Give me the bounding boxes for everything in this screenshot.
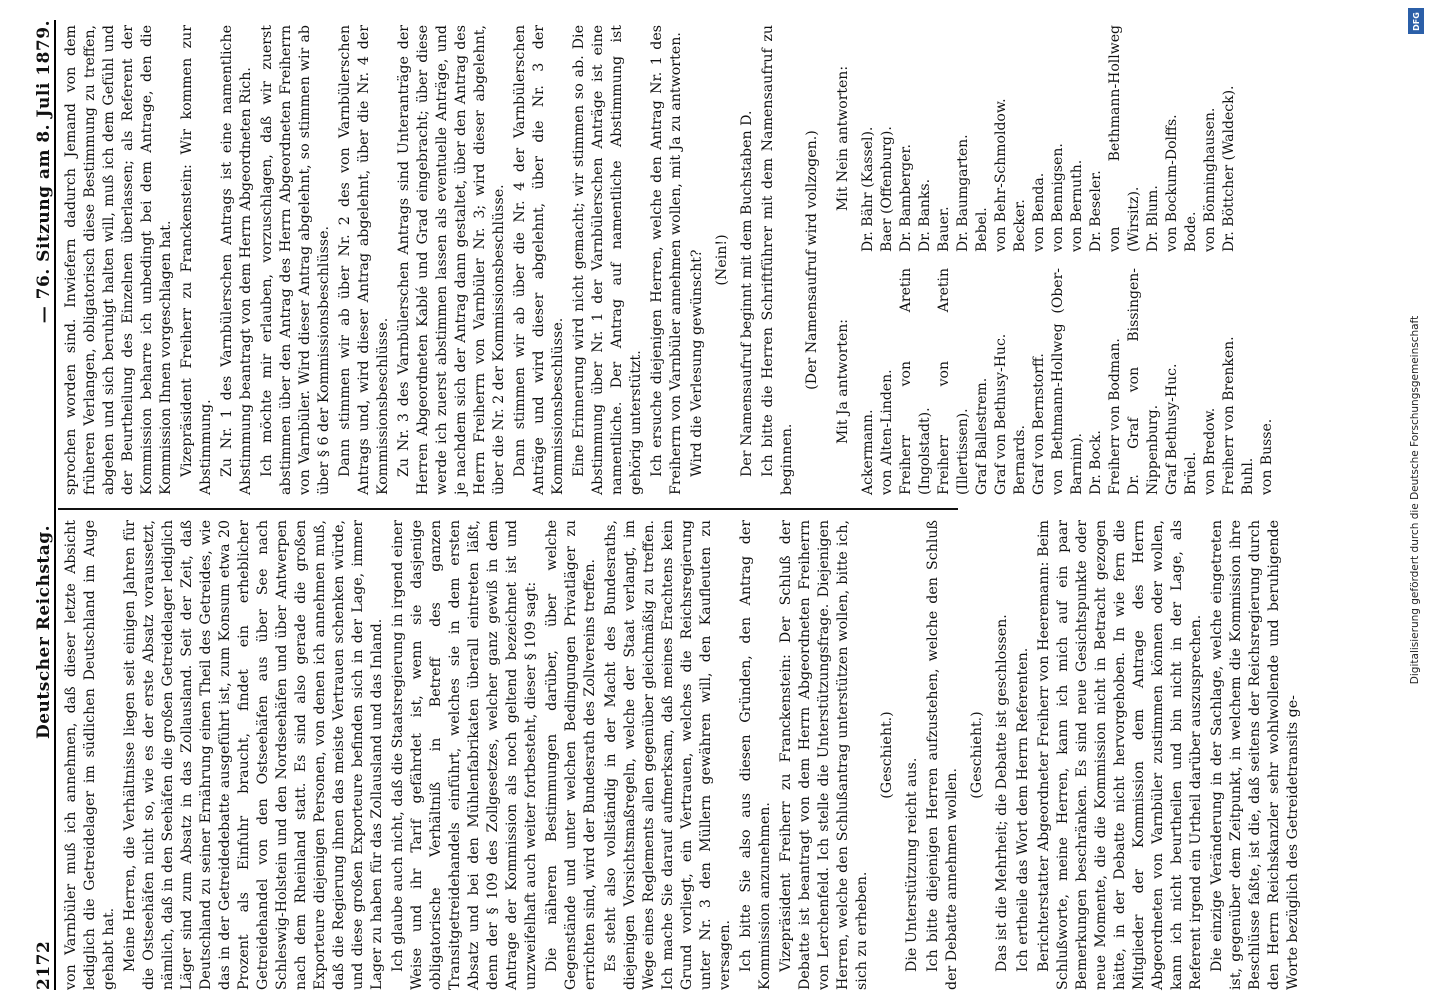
paragraph: Vizepräsident Freiherr zu Franckenstein: Wir kommen zur Abstimmung. [179,25,214,495]
name-entry: von Busse. [1259,418,1275,495]
name-entry: Bode. [1183,211,1199,252]
name-entry: Freiherr von Bodman. [1107,338,1123,495]
page-number: 2172 [34,940,54,990]
name-entry: Ackermann. [860,409,876,495]
paragraph: Ich bitte die Herren Schriftführer mit dem Namensaufruf zu beginnen. [760,25,795,495]
paragraph: Ich möchte mir erlauben, vorzuschlagen, daß wir zuerst abstimmen über den Antrag des Herrn Abgeordneten Freiherrn von Varnbüler. Wird dieser Antrag abgelehnt, so stimmen wir ab über § 6 der Kommissionsbeschlüsse. [259,25,332,495]
stage-direction: (Nein!) [714,234,730,286]
name-entry: Dr. Bamberger. [898,144,914,252]
name-entry: Freiherr von Brenken. [1221,336,1237,495]
name-entry: Dr. Banks. [917,178,933,252]
name-entry: Graf von Bernstorff. [1031,353,1047,495]
session-info: — 76. Sitzung am 8. Juli 1879. [34,20,54,324]
paragraph: Berichterstatter Abgeordneter Freiherr von Heeremann: Beim Schlußworte, meine Herren, kann ich mich auf ein paar Bemerkungen beschränken. Es sind neue Gesichtspunkte oder neue Momente, die die Kommission nicht in Betracht gezogen hätte, in der Debatte nicht hervorgehoben. In wie fern die Mitglieder der Kommission dem Antrage des Herrn Abgeordneten von Varnbüler zustimmen können oder wollen, kann ich nicht beurtheilen und bin nicht in der Lage, als Referent irgend ein Urtheil darüber auszusprechen. [1036,520,1204,990]
name-entry: von Bethmann-Hollweg (Ober-Barnim). [1050,268,1085,495]
name-entry: Dr. Böttcher (Waldeck). [1221,85,1237,252]
column-divider [58,508,958,510]
stage-direction: (Der Namensaufruf wird vollzogen.) [804,130,820,390]
vote-yes-label: Mit Ja antworten: [835,318,851,445]
name-entry: Dr. Bock. [1088,430,1104,495]
paragraph: sprochen worden sind. Inwiefern dadurch Jemand von dem früheren Verlangen, obligatorisch diese Bestimmung zu treffen, abgehen und sich beruhigt halten will, muß ich dem Gefühl und der Beurtheilung des Einzelnen überlassen; als Referent der Kommission beharre ich unbedingt bei dem Antrage, den die Kommission Ihnen vorgeschlagen hat. [63,25,174,495]
name-entry: Bernards. [1012,425,1028,495]
paragraph: Ich ersuche diejenigen Herren, welche den Antrag Nr. 1 des Freiherrn von Varnbüler annehmen wollen, mit Ja zu antworten. [649,25,684,495]
name-entry: Dr. Blum. [1145,185,1161,252]
name-entry: Bauer. [936,206,952,252]
paragraph: Ich bitte diejenigen Herren aufzustehen, welche den Schluß der Debatte annehmen wollen. [925,520,960,990]
paragraph: Wird die Verlesung gewünscht? [689,249,705,477]
name-entry: Dr. Baumgarten. [955,134,971,252]
name-entry: Freiherr von Aretin (Illertissen). [936,268,971,495]
paragraph: Dann stimmen wir ab über die Nr. 4 der Varnbülerschen Anträge und wird dieser abgelehnt, über die Nr. 3 der Kommissionsbeschlüsse. [512,25,566,495]
dfg-logo [1408,8,1424,34]
paragraph: Zu Nr. 3 des Varnbülerschen Antrags sind Unteranträge der Herren Abgeordneten Kablé und Grad eingebracht; über diese werde ich zuerst abstimmen lassen als eventuelle Anträge, und je nachdem sich der Antrag dann gestaltet, über den Antrag des Herrn Freiherrn von Varnbüler Nr. 3; wird dieser abgelehnt, über die Nr. 2 der Kommissionsbeschlüsse. [396,25,507,495]
name-entry: von Benda. [1031,172,1047,252]
paragraph: Es steht also vollständig in der Macht des Bundesraths, diejenigen Vorsichtsmaßregeln, welche der Staat verlangt, im Wege eines Reglements allen gegenüber gleichmäßig zu treffen. Ich mache Sie darauf aufmerksam, daß meines Erachtens kein Grund vorliegt, ein Vertrauen, welches die Reichsregierung unter Nr. 3 den Müllern gewähren will, den Kaufleuten zu versagen. [603,520,733,990]
vote-no-label: Mit Nein antworten: [835,65,851,212]
page-header [18,20,56,990]
stage-direction: (Geschieht.) [969,711,985,799]
paragraph: Dann stimmen wir ab über Nr. 2 des von Varnbülerschen Antrags und, wird dieser Antrag abgelehnt, über die Nr. 4 der Kommissionsbeschlüsse. [337,25,391,495]
vote-no-column [828,25,1277,252]
text-column-right [62,25,1277,495]
name-entry: von Behr-Schmoldow. [993,98,1009,252]
name-entry: von Bockum-Dolffs. [1164,114,1180,252]
text-column-left [62,520,1305,990]
paragraph: Der Namensaufruf beginnt mit dem Buchstaben D. [739,110,755,477]
roll-call-lists [828,25,1277,495]
paragraph: Ich glaube auch nicht, daß die Staatsregierung in irgend einer Weise und ihr Tarif gefährdet ist, wenn sie dasjenige obligatorische Verhältniß in Betreff des ganzen Transitgetreidehandels einführt, welches sie in dem ersten Absatz und bei den Mühlenfabrikaten überall eintreten läßt, denn der § 109 des Zollgesetzes, welcher ganz gewiß in dem Antrage der Kommission als noch geltend bezeichnet ist und unzweifelhaft auch weiter fortbesteht, dieser § 109 sagt: [390,520,539,990]
paragraph: Vizepräsident Freiherr zu Franckenstein: Der Schluß der Debatte ist beantragt von dem Herrn Abgeordneten Freiherrn von Lerchenfeld. Ich stelle die Unterstützungsfrage. Diejenigen Herren, welche den Schlußantrag unterstützen wollen, bitte ich, sich zu erheben. [778,520,870,990]
paragraph: Ich bitte Sie also aus diesen Gründen, den Antrag der Kommission anzunehmen. [738,520,773,990]
name-entry: Bebel. [974,207,990,252]
name-entry: Brüel. [1183,451,1199,495]
name-entry: Baer (Offenburg). [879,126,895,252]
name-entry: von Bernuth. [1069,159,1085,252]
dfg-logo-text: DFG [1411,11,1421,31]
page-title: Deutscher Reichstag. [34,524,54,740]
name-entry: Dr. Bähr (Kassel). [860,126,876,252]
quotation: Die näheren Bestimmungen darüber, über welche Gegenstände und unter welchen Bedingungen Privatläger zu errichten sind, wird der Bundesrath des Zollvereins treffen. [544,520,598,990]
name-entry: von Bethmann-Hollweg (Wirsitz). [1107,25,1142,252]
digitization-note-text: Digitalisierung gefördert durch die Deutsche Forschungsgemeinschaft [1409,315,1422,685]
name-entry: von Alten-Linden. [879,369,895,495]
vote-yes-column [828,268,1277,495]
name-entry: Dr. Graf von Bissingen-Nippenburg. [1126,268,1161,495]
name-entry: Becker. [1012,199,1028,252]
name-entry: Graf Bethusy-Huc. [1164,363,1180,495]
paragraph: Meine Herren, die Verhältnisse liegen seit einigen Jahren für die Ostseehäfen nicht so, wie es der erste Absatz voraussetzt, nämlich, daß in den Seehäfen die großen Getreidelager lediglich Läger sind zum Absatz in das Zollausland. Seit der Zeit, daß Deutschland zu seiner Ernährung einen Theil des Getreides, wie das in der Getreidedebatte ausgeführt ist, zum Konsum etwa 20 Prozent als Einfuhr braucht, findet ein erheblicher Getreidehandel von den Ostseehäfen aus über See nach Schleswig-Holstein und den Nordseehäfen und über Antwerpen nach dem Rheinland statt. Es sind also gerade die großen Exporteure diejenigen Personen, von denen ich annehmen muß, daß die Regierung ihnen das meiste Vertrauen schenken würde, und diese großen Exporteure befinden sich in der Lage, immer Lager zu haben für das Zollausland und das Inland. [122,520,385,990]
paragraph: Zu Nr. 1 des Varnbülerschen Antrags ist eine namentliche Abstimmung beantragt von dem Herrn Abgeordneten Rich. [219,25,254,495]
name-entry: Buhl. [1240,457,1256,495]
digitization-note [1404,4,1426,996]
name-entry: Graf von Bethusy-Huc. [993,333,1009,495]
paragraph: von Varnbüler muß ich annehmen, daß dieser letzte Absicht lediglich die Getreidelager im südlichen Deutschland im Auge gehabt hat. [63,520,117,990]
name-entry: Dr. Beseler. [1088,170,1104,252]
name-entry: von Bennigsen. [1050,143,1066,252]
paragraph: Die einzige Veränderung in der Sachlage, welche eingetreten ist, gegenüber dem Zeitpunkt, in welchem die Kommission ihre Beschlüsse faßte, ist die, daß seitens der Reichsregierung durch den Herrn Reichskanzler sehr wohlwollende und beruhigende Worte bezüglich des Getreidetransits ge- [1209,520,1301,990]
paragraph: Eine Erinnerung wird nicht gemacht; wir stimmen so ab. Die Abstimmung über Nr. 1 der Varnbülerschen Anträge ist eine namentliche. Der Antrag auf namentliche Abstimmung ist gehörig unterstützt. [571,25,644,495]
name-entry: Freiherr von Aretin (Ingolstadt). [898,268,933,495]
name-entry: von Bönninghausen. [1202,107,1218,252]
name-entry: von Bredow. [1202,407,1218,495]
paragraph: Ich ertheile das Wort dem Herrn Referenten. [1015,647,1031,972]
paragraph: Das ist die Mehrheit; die Debatte ist geschlossen. [994,614,1010,972]
paragraph: Die Unterstützung reicht aus. [904,757,920,972]
stage-direction: (Geschieht.) [879,711,895,799]
name-entry: Graf Ballestrem. [974,377,990,495]
